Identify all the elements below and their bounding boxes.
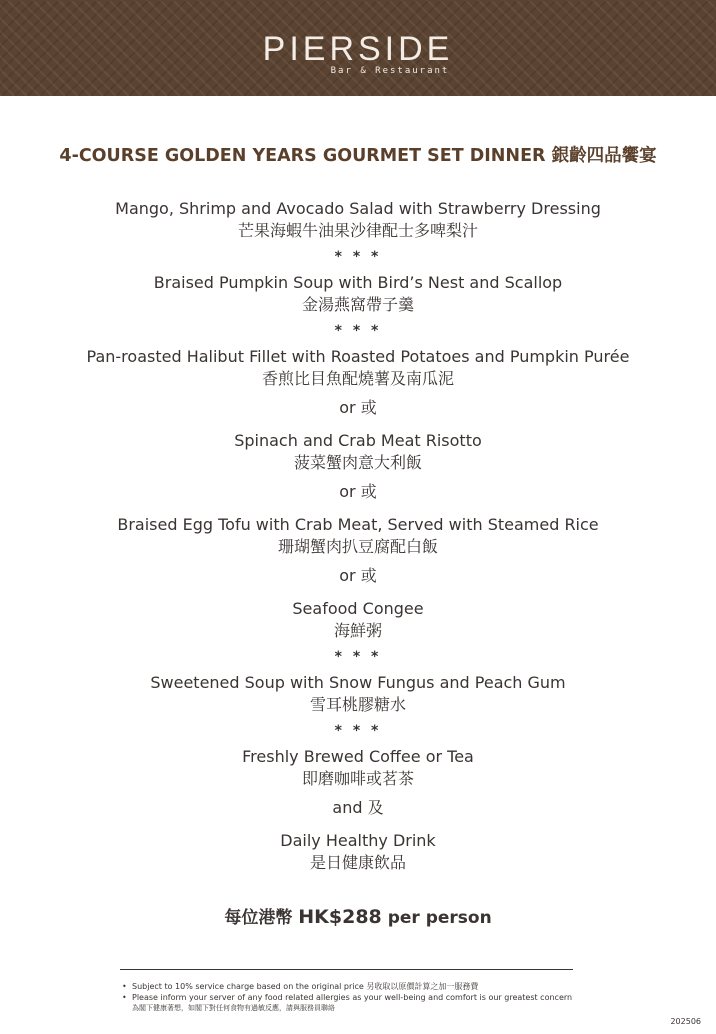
course-2 [0, 272, 716, 316]
main-option [0, 514, 716, 558]
price-line [0, 903, 716, 928]
beverage-2-en: Daily Healthy Drink [280, 831, 436, 850]
beverage-2-zh: 是日健康飲品 [309, 853, 406, 872]
course-separator: * * * [334, 723, 382, 739]
beverage-2 [0, 830, 716, 874]
course-1-zh: 芒果海蝦牛油果沙律配士多啤梨汁 [237, 221, 478, 240]
course-4 [0, 672, 716, 716]
course-separator: * * * [334, 249, 382, 265]
note-service-charge [122, 981, 572, 992]
main-option-en: Pan-roasted Halibut Fillet with Roasted Potatoes and Pumpkin Purée [86, 347, 630, 366]
main-option-en: Spinach and Crab Meat Risotto [234, 431, 482, 450]
price-suffix: per person [387, 908, 492, 928]
beverage-1-en: Freshly Brewed Coffee or Tea [242, 747, 474, 766]
note-service-charge-text: Subject to 10% service charge based on the original price 另收取以原價計算之加一服務費 [132, 982, 479, 991]
or-label: or 或 [339, 566, 377, 585]
main-option [0, 598, 716, 642]
course-separator: * * * [334, 649, 382, 665]
bullet-icon: • [122, 993, 127, 1002]
header-banner [0, 0, 716, 96]
main-option-zh: 海鮮粥 [333, 621, 382, 640]
footer-notes [122, 981, 572, 1014]
bullet-icon: • [122, 982, 127, 991]
brand-logo [0, 30, 716, 76]
main-option [0, 346, 716, 390]
main-option-zh: 珊瑚蟹肉扒豆腐配白飯 [277, 537, 438, 556]
beverage-1-zh: 即磨咖啡或茗茶 [301, 769, 414, 788]
course-2-zh: 金湯燕窩帶子羹 [301, 295, 414, 314]
document-code: 202506 [670, 1017, 701, 1026]
course-2-en: Braised Pumpkin Soup with Bird’s Nest and Scallop [153, 273, 563, 292]
beverage-1 [0, 746, 716, 790]
brand-name: PIERSIDE [262, 30, 454, 68]
main-option [0, 430, 716, 474]
note-allergies-zh: 為閣下健康著想，如閣下對任何食物有過敏反應，請與服務員聯絡 [132, 1004, 335, 1012]
main-option-en: Braised Egg Tofu with Crab Meat, Served with Steamed Rice [117, 515, 599, 534]
main-option-zh: 香煎比目魚配燒薯及南瓜泥 [261, 369, 454, 388]
price-prefix: 每位港幣 [224, 908, 293, 928]
or-label: or 或 [339, 398, 377, 417]
brand-subtitle: Bar & Restaurant [330, 66, 450, 76]
course-separator: * * * [334, 323, 382, 339]
note-allergies [122, 992, 572, 1003]
menu-list [0, 198, 716, 874]
course-4-en: Sweetened Soup with Snow Fungus and Peach Gum [150, 673, 566, 692]
course-1-en: Mango, Shrimp and Avocado Salad with Strawberry Dressing [115, 199, 601, 218]
main-option-en: Seafood Congee [292, 599, 424, 618]
price-amount: HK$288 [298, 906, 382, 928]
course-4-zh: 雪耳桃膠糖水 [309, 695, 406, 714]
and-label: and 及 [332, 798, 384, 817]
note-allergies-text: Please inform your server of any food related allergies as your well-being and comfort is our greatest concern [132, 993, 573, 1002]
or-label: or 或 [339, 482, 377, 501]
menu-title: 4-COURSE GOLDEN YEARS GOURMET SET DINNER 銀齡四品饗宴 [59, 146, 657, 166]
footer-divider [120, 969, 573, 970]
main-option-zh: 菠菜蟹肉意大利飯 [293, 453, 422, 472]
course-1 [0, 198, 716, 242]
